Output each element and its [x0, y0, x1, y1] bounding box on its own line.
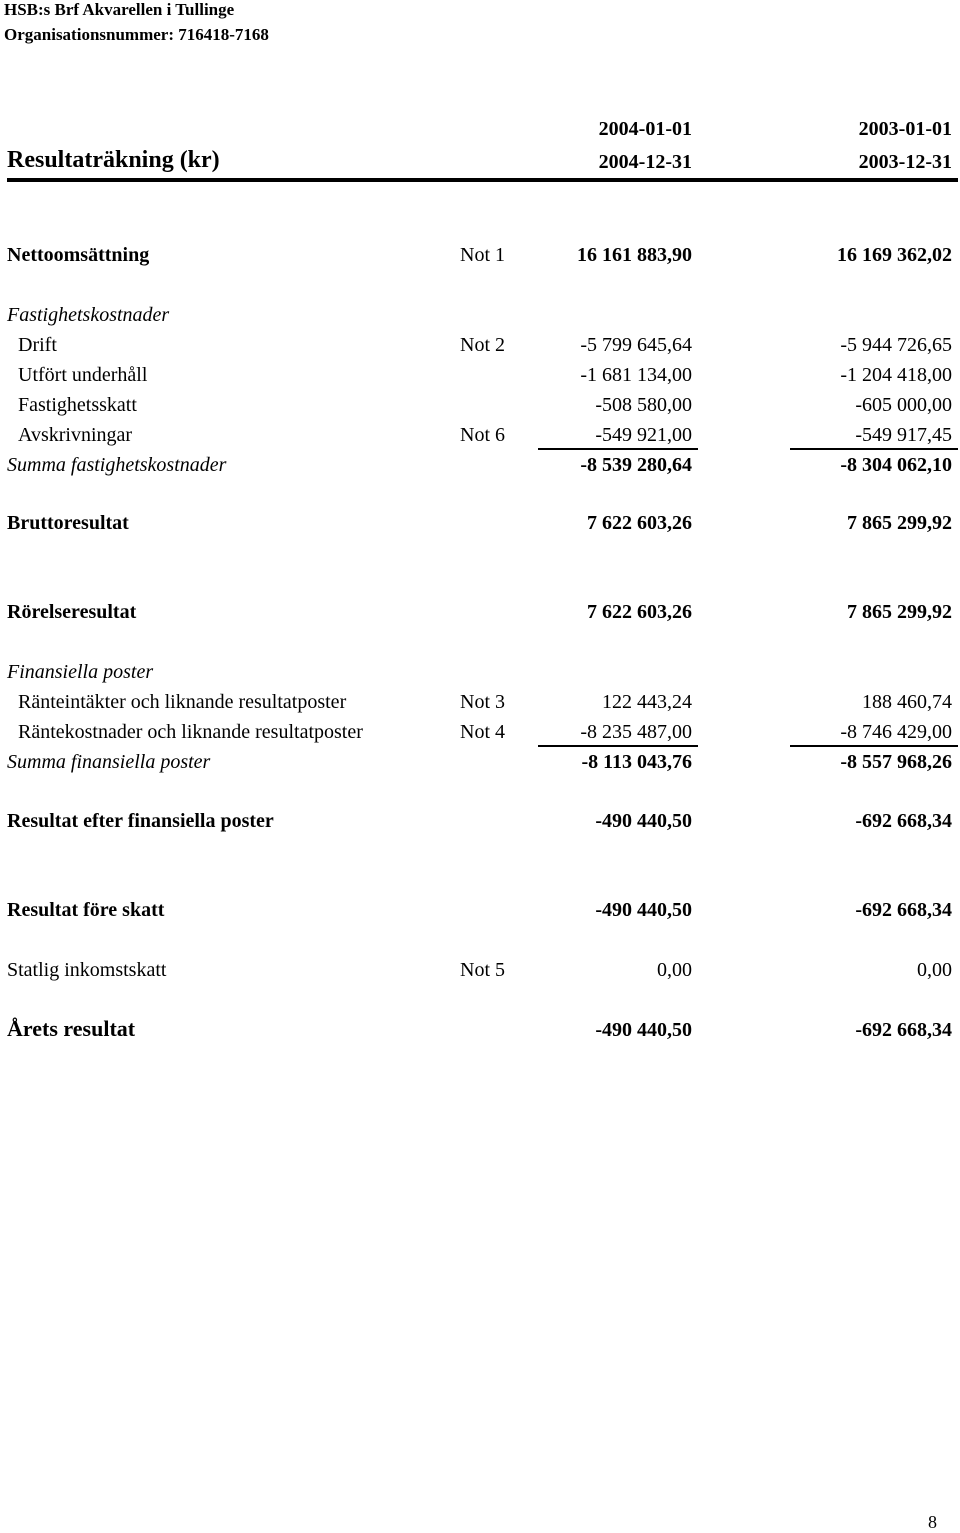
- underhall-2004: -1 681 134,00: [580, 364, 692, 386]
- fastighetsskatt-2003: -605 000,00: [855, 394, 952, 416]
- summa-finansiella-label: Summa finansiella poster: [7, 751, 211, 773]
- drift-label: Drift: [18, 334, 57, 356]
- nettoomsattning-label: Nettoomsättning: [7, 244, 150, 266]
- fastighetsskatt-label: Fastighetsskatt: [18, 394, 137, 416]
- underhall-2003: -1 204 418,00: [840, 364, 952, 386]
- arets-resultat-2003: -692 668,34: [855, 1019, 952, 1041]
- inkomstskatt-2003: 0,00: [917, 959, 952, 981]
- statement-title: Resultaträkning (kr): [7, 147, 220, 173]
- period1-from: 2004-01-01: [598, 118, 692, 140]
- fastighetsskatt-2004: -508 580,00: [595, 394, 692, 416]
- subtotal-underline: [790, 448, 958, 450]
- ranteintakter-2003: 188 460,74: [862, 691, 952, 713]
- rorelseresultat-2003: 7 865 299,92: [847, 601, 952, 623]
- period2-to: 2003-12-31: [858, 151, 952, 173]
- rantekostnader-note: Not 4: [460, 721, 505, 743]
- finansiella-heading: Finansiella poster: [7, 661, 154, 683]
- drift-note: Not 2: [460, 334, 505, 356]
- inkomstskatt-note: Not 5: [460, 959, 505, 981]
- bruttoresultat-2003: 7 865 299,92: [847, 512, 952, 534]
- drift-2004: -5 799 645,64: [580, 334, 692, 356]
- subtotal-underline: [790, 745, 958, 747]
- efter-finansiella-label: Resultat efter finansiella poster: [7, 810, 274, 832]
- inkomstskatt-label: Statlig inkomstskatt: [7, 959, 167, 981]
- subtotal-underline: [538, 448, 698, 450]
- avskrivningar-label: Avskrivningar: [18, 424, 133, 446]
- summa-fastighet-2004: -8 539 280,64: [580, 454, 692, 476]
- rorelseresultat-2004: 7 622 603,26: [587, 601, 692, 623]
- summa-fastighet-2003: -8 304 062,10: [840, 454, 952, 476]
- summa-fastighet-label: Summa fastighetskostnader: [7, 454, 227, 476]
- subtotal-underline: [538, 745, 698, 747]
- avskrivningar-note: Not 6: [460, 424, 505, 446]
- bruttoresultat-label: Bruttoresultat: [7, 512, 129, 534]
- fore-skatt-2004: -490 440,50: [595, 899, 692, 921]
- ranteintakter-label: Ränteintäkter och liknande resultatposter: [18, 691, 347, 713]
- nettoomsattning-note: Not 1: [460, 244, 505, 266]
- arets-resultat-2004: -490 440,50: [595, 1019, 692, 1041]
- nettoomsattning-2003: 16 169 362,02: [837, 244, 952, 266]
- underhall-label: Utfört underhåll: [18, 364, 148, 386]
- nettoomsattning-2004: 16 161 883,90: [577, 244, 692, 266]
- rantekostnader-2003: -8 746 429,00: [840, 721, 952, 743]
- avskrivningar-2004: -549 921,00: [595, 424, 692, 446]
- ranteintakter-note: Not 3: [460, 691, 505, 713]
- drift-2003: -5 944 726,65: [840, 334, 952, 356]
- period2-from: 2003-01-01: [858, 118, 952, 140]
- bruttoresultat-2004: 7 622 603,26: [587, 512, 692, 534]
- fore-skatt-label: Resultat före skatt: [7, 899, 165, 921]
- rorelseresultat-label: Rörelseresultat: [7, 601, 137, 623]
- inkomstskatt-2004: 0,00: [657, 959, 692, 981]
- arets-resultat-label: Årets resultat: [7, 1016, 136, 1041]
- efter-finansiella-2003: -692 668,34: [855, 810, 952, 832]
- efter-finansiella-2004: -490 440,50: [595, 810, 692, 832]
- period1-to: 2004-12-31: [598, 151, 692, 173]
- organization-name: HSB:s Brf Akvarellen i Tullinge: [4, 0, 235, 19]
- fastighetskostnader-heading: Fastighetskostnader: [7, 304, 170, 326]
- ranteintakter-2004: 122 443,24: [602, 691, 692, 713]
- summa-finansiella-2004: -8 113 043,76: [581, 751, 692, 773]
- rantekostnader-label: Räntekostnader och liknande resultatposter: [18, 721, 363, 743]
- summa-finansiella-2003: -8 557 968,26: [840, 751, 952, 773]
- fore-skatt-2003: -692 668,34: [855, 899, 952, 921]
- rantekostnader-2004: -8 235 487,00: [580, 721, 692, 743]
- avskrivningar-2003: -549 917,45: [855, 424, 952, 446]
- organization-number: Organisationsnummer: 716418-7168: [4, 25, 269, 44]
- header-rule: [7, 178, 958, 182]
- page-number: 8: [928, 1512, 937, 1532]
